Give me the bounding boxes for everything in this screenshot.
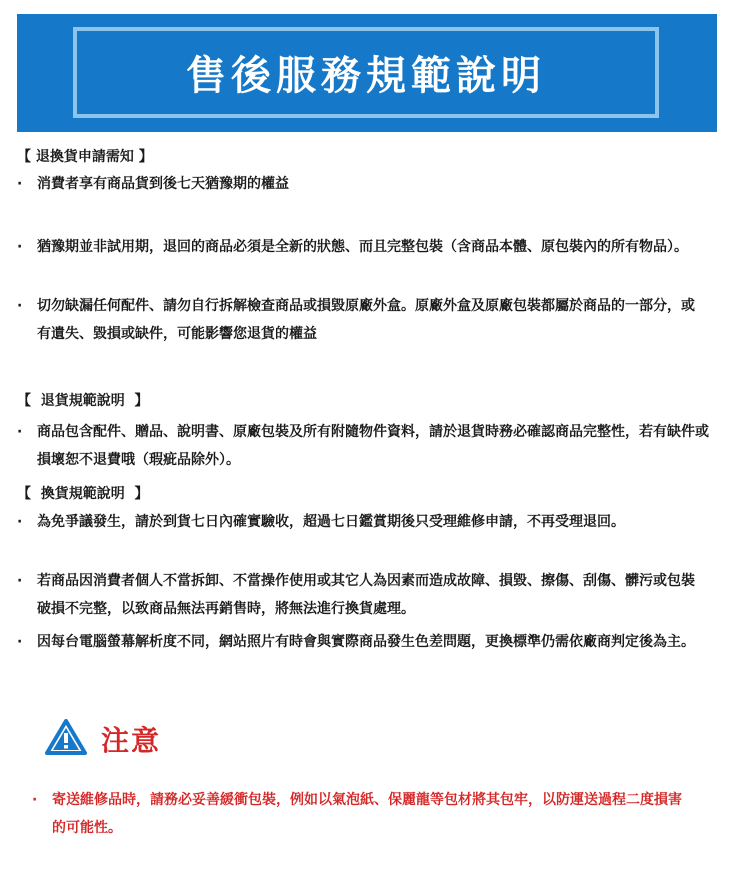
list-item-text: 商品包含配件、贈品、說明書、原廠包裝及所有附隨物件資料，請於退貨時務必確認商品完整性，若有缺件或損壞恕不退費哦（瑕疵品除外）。	[37, 424, 709, 468]
bullet: ·	[17, 239, 23, 255]
list-item	[17, 418, 717, 474]
page-title: 售後服務規範說明	[186, 53, 546, 99]
bullet: ·	[17, 573, 23, 589]
list-item	[17, 567, 707, 623]
list-item-text: 若商品因消費者個人不當拆卸、不當操作使用或其它人為因素而造成故障、損毀、擦傷、刮傷、髒污或包裝破損不完整，以致商品無法再銷售時，將無法進行換貨處理。	[37, 573, 695, 617]
bullet: ·	[17, 634, 23, 650]
list-item	[17, 170, 517, 198]
notice-title: 注意	[101, 724, 162, 757]
section-heading-return-policy: 【 退貨規範說明 】	[17, 393, 149, 409]
list-item-text: 因每台電腦螢幕解析度不同，網站照片有時會與實際商品發生色差問題，更換標準仍需依廠商判定後為主。	[37, 634, 695, 650]
list-item-text: 寄送維修品時，請務必妥善緩衝包裝，例如以氣泡紙、保麗龍等包材將其包牢，以防運送過程二度損害的可能性。	[52, 792, 682, 836]
bullet: ·	[17, 298, 23, 314]
warning-triangle-icon	[45, 719, 87, 759]
bullet: ·	[17, 514, 23, 530]
list-item	[17, 292, 707, 348]
bullet: ·	[17, 424, 23, 440]
bullet: ·	[32, 792, 38, 808]
title-banner	[17, 14, 717, 132]
section-heading-exchange-policy: 【 換貨規範說明 】	[17, 486, 149, 502]
notice-header	[45, 719, 161, 759]
list-item	[17, 508, 697, 536]
list-item-text: 消費者享有商品貨到後七天猶豫期的權益	[37, 176, 289, 192]
list-item	[17, 628, 707, 656]
title-banner-frame	[73, 27, 659, 118]
list-item	[17, 233, 707, 261]
bullet: ·	[17, 176, 23, 192]
list-item-text: 為免爭議發生，請於到貨七日內確實驗收，超過七日鑑賞期後只受理維修申請，不再受理退回。	[37, 514, 625, 530]
section-heading-return-exchange-notice: 【 退換貨申請需知 】	[17, 149, 153, 165]
list-item	[32, 786, 692, 842]
list-item-text: 切勿缺漏任何配件、請勿自行拆解檢查商品或損毀原廠外盒。原廠外盒及原廠包裝都屬於商品的一部分，或有遺失、毀損或缺件，可能影響您退貨的權益	[37, 298, 695, 342]
list-item-text: 猶豫期並非試用期，退回的商品必須是全新的狀態、而且完整包裝（含商品本體、原包裝內的所有物品）。	[37, 239, 688, 255]
